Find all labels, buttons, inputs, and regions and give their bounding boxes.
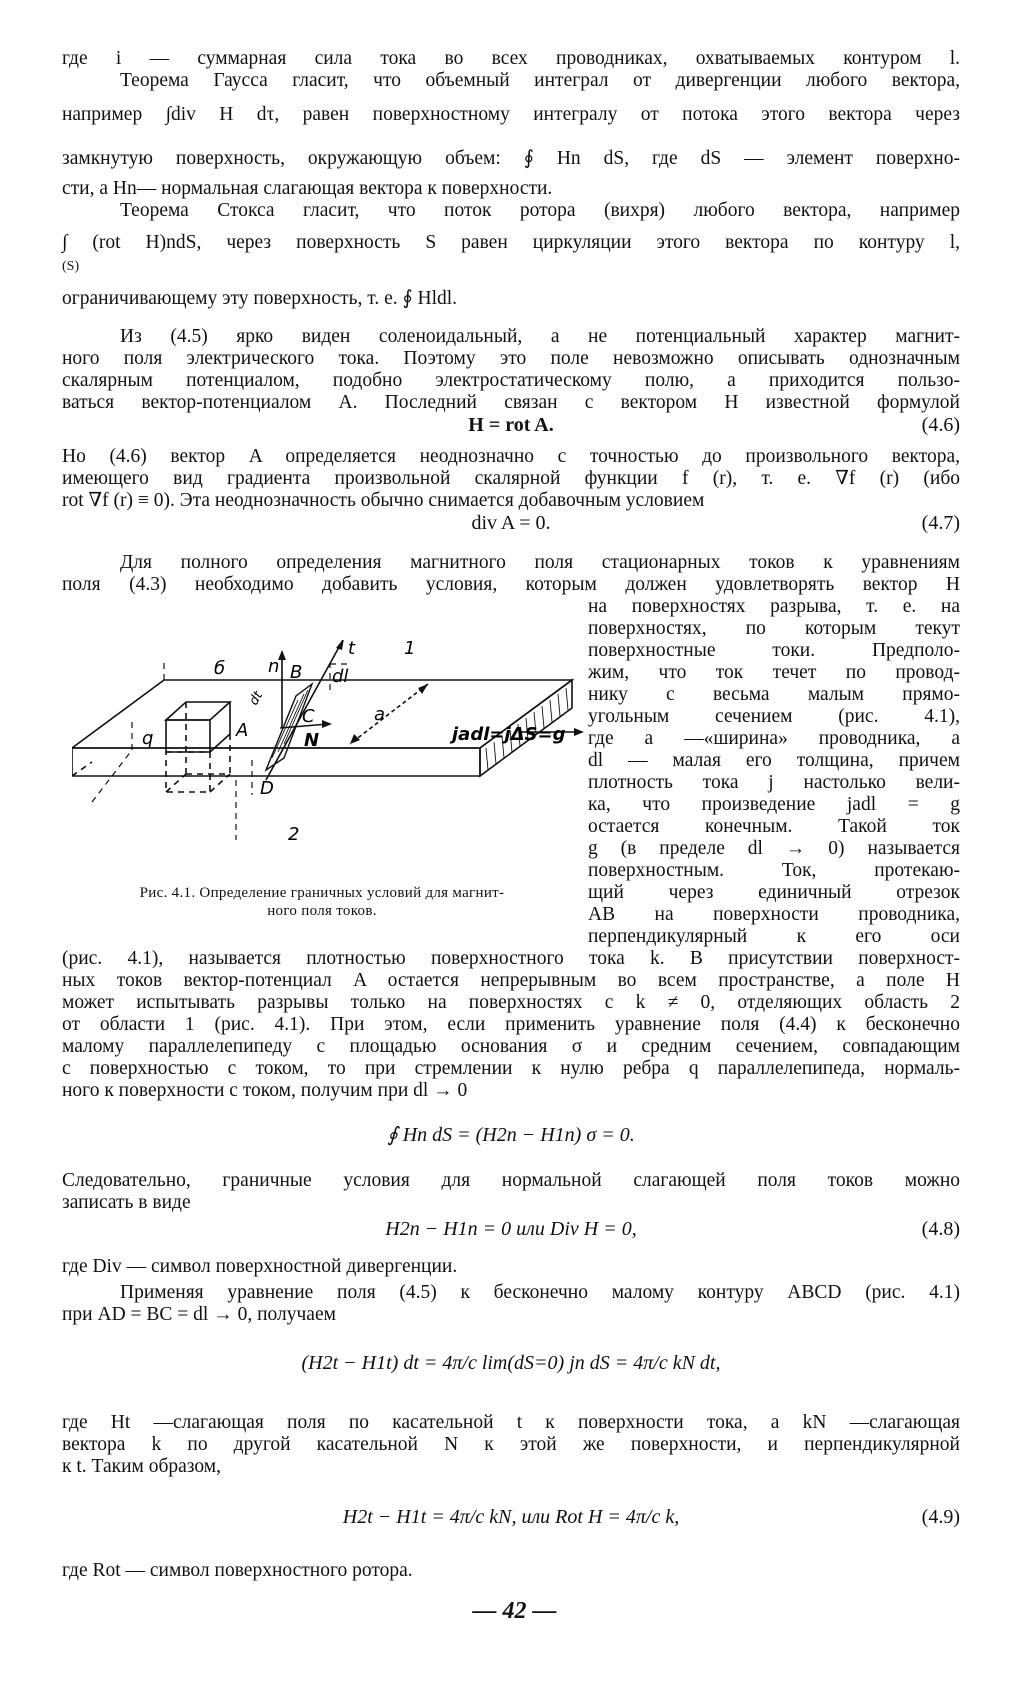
- text-line: скалярным потенциалом, подобно электростатическому полю, а приходится пользо-: [62, 370, 960, 391]
- text-line: перпендикулярный к его оси: [588, 926, 960, 947]
- text-line: ваться вектор-потенциалом A. Последний связан с вектором H известной формулой: [62, 392, 960, 413]
- label-q: q: [142, 728, 154, 749]
- text-line: Следовательно, граничные условия для нормальной слагающей поля токов можно: [62, 1170, 960, 1191]
- figure-labels: [142, 640, 566, 845]
- equation-number: (4.7): [921, 512, 960, 534]
- equation-flux: [62, 1120, 960, 1150]
- equation-circulation: [62, 1348, 960, 1378]
- text-line: сти, а Hn— нормальная слагающая вектора к поверхности.: [62, 178, 553, 199]
- equation-body: H2t − H1t = 4π/c kN, или Rot H = 4π/c k,: [342, 1506, 680, 1528]
- text-line: ного поля электрического тока. Поэтому это поле невозможно описывать однозначным: [62, 348, 960, 369]
- text-line: поверхностные токи. Предполо-: [588, 640, 960, 661]
- conductor-diagram: [72, 640, 592, 880]
- label-region-2: 2: [288, 824, 300, 845]
- label-b: б: [214, 658, 226, 679]
- text-line: щий через единичный отрезок: [588, 882, 960, 903]
- text-line: записать в виде: [62, 1192, 191, 1213]
- equation-4-8: [62, 1214, 960, 1244]
- text-line: где a —«ширина» проводника, а: [588, 728, 960, 749]
- hidden-edge: [72, 762, 92, 776]
- text-line: Для полного определения магнитного поля стационарных токов к уравнениям: [120, 552, 960, 573]
- text-line: может испытывать разрывы только на поверхностях с k ≠ 0, отделяющих область 2: [62, 992, 960, 1013]
- figure-caption: Рис. 4.1. Определение граничных условий для магнит-: [139, 885, 505, 901]
- text-line: g (в пределе dl → 0) называется: [588, 838, 960, 859]
- equation-number: (4.8): [921, 1218, 960, 1240]
- text-line: ка, что произведение jadl = g: [588, 794, 960, 815]
- text-line: Но (4.6) вектор A определяется неоднозначно с точностью до произвольного вектора,: [62, 446, 960, 467]
- equation-body: div A = 0.: [471, 512, 551, 534]
- text-line: где Rot — символ поверхностного ротора.: [62, 1560, 413, 1581]
- text-line: угольным сечением (рис. 4.1),: [588, 706, 960, 727]
- equation-body: H = rot A.: [468, 414, 554, 436]
- text-line: поля (4.3) необходимо добавить условия, которым должен удовлетворять вектор H: [62, 574, 960, 595]
- text-line: Из (4.5) ярко виден соленоидальный, а не потенциальный характер магнит-: [120, 326, 960, 347]
- text-line: ных токов вектор-потенциал A остается непрерывным во всем пространстве, а поле H: [62, 970, 960, 991]
- box-hidden-edges: [166, 702, 230, 792]
- text-line: от области 1 (рис. 4.1). При этом, если применить уравнение поля (4.4) к бесконечно: [62, 1014, 960, 1035]
- equation-number: (4.6): [921, 414, 960, 436]
- label-D: D: [260, 778, 274, 799]
- label-C: C: [302, 706, 315, 727]
- equation-4-9: [62, 1502, 960, 1532]
- box-edge: [210, 734, 230, 752]
- text-line: вектора k по другой касательной N к этой же поверхности, и перпендикулярной: [62, 1434, 960, 1455]
- text-line: Применяя уравнение поля (4.5) к бесконечно малому контуру ABCD (рис. 4.1): [120, 1282, 960, 1303]
- label-n: n: [268, 656, 280, 677]
- label-t: t: [348, 640, 356, 659]
- text-line: на поверхностях разрыва, т. е. на: [588, 596, 960, 617]
- text-line: например ∫div H dτ, равен поверхностному интегралу от потока этого вектора через: [62, 104, 960, 125]
- label-jadl: jadl=jΔS=g: [452, 724, 566, 745]
- equation-4-7: [62, 508, 960, 538]
- figure-caption: ного поля токов.: [267, 903, 377, 919]
- text-line: где i — суммарная сила тока во всех проводниках, охватываемых контуром l.: [62, 48, 960, 69]
- text-line: (рис. 4.1), называется плотностью поверхностного тока k. В присутствии поверхност-: [62, 948, 960, 969]
- text-line: где Ht —слагающая поля по касательной t к поверхности тока, а kN —слагающая: [62, 1412, 960, 1433]
- label-A: A: [236, 720, 249, 741]
- equation-body: ∮ Hn dS = (H2n − H1n) σ = 0.: [387, 1124, 635, 1146]
- text-line: малому параллелепипеду с площадью основания σ и средним сечением, совпадающим: [62, 1036, 960, 1057]
- page-number: — 42 —: [472, 1598, 557, 1624]
- text-line: где Div — символ поверхностной дивергенции.: [62, 1256, 458, 1277]
- integral-subscript: (S): [62, 259, 80, 274]
- text-line: остается конечным. Такой ток: [588, 816, 960, 837]
- equation-number: (4.9): [921, 1506, 960, 1528]
- text-line: AB на поверхности проводника,: [588, 904, 960, 925]
- text-line: плотность тока j настолько вели-: [588, 772, 960, 793]
- text-line: ограничивающему эту поверхность, т. е. ∮ Hldl.: [62, 288, 458, 309]
- text-line: жим, что ток течет по провод-: [588, 662, 960, 683]
- label-a: a: [374, 704, 386, 725]
- text-line: при AD = BC = dl → 0, получаем: [62, 1304, 336, 1325]
- text-line: dl — малая его толщина, причем: [588, 750, 960, 771]
- width-marker: [350, 684, 428, 744]
- text-line: имеющего вид градиента произвольной скалярной функции f (r), т. е. ∇f (r) (ибо: [62, 468, 960, 489]
- text-line: нику с весьма малым прямо-: [588, 684, 960, 705]
- label-B: B: [290, 662, 303, 683]
- text-line: поверхностным. Ток, протекаю-: [588, 860, 960, 881]
- text-line: поверхностях, по которым текут: [588, 618, 960, 639]
- text-line: с поверхностью с током, то при стремлении к нулю ребра q параллелепипеда, нормаль-: [62, 1058, 960, 1079]
- text-line: rot ∇f (r) ≡ 0). Эта неоднозначность обычно снимается добавочным условием: [62, 490, 705, 511]
- label-dt: dt: [246, 688, 267, 708]
- label-region-1: 1: [404, 640, 416, 659]
- text-line: ного к поверхности с током, получим при dl → 0: [62, 1080, 468, 1101]
- equation-body: (H2t − H1t) dt = 4π/c lim(dS=0) jn dS = 4π/c kN dt,: [301, 1352, 721, 1374]
- equation-4-6: [62, 410, 960, 440]
- text-line: к t. Таким образом,: [62, 1456, 221, 1477]
- box-top: [166, 702, 230, 720]
- equation-body: H2n − H1n = 0 или Div H = 0,: [385, 1218, 637, 1240]
- text-line: Теорема Гаусса гласит, что объемный интеграл от дивергенции любого вектора,: [120, 70, 960, 91]
- text-line: ∫ (rot H)ndS, через поверхность S равен циркуляции этого вектора по контуру l,: [62, 232, 960, 253]
- figure-4-1: [72, 640, 592, 880]
- label-N: N: [304, 730, 320, 751]
- label-dl: dl: [332, 666, 349, 687]
- text-line: замкнутую поверхность, окружающую объем: ∮ Hn dS, где dS — элемент поверхно-: [62, 148, 960, 169]
- text-line: Теорема Стокса гласит, что поток ротора (вихря) любого вектора, например: [120, 200, 960, 221]
